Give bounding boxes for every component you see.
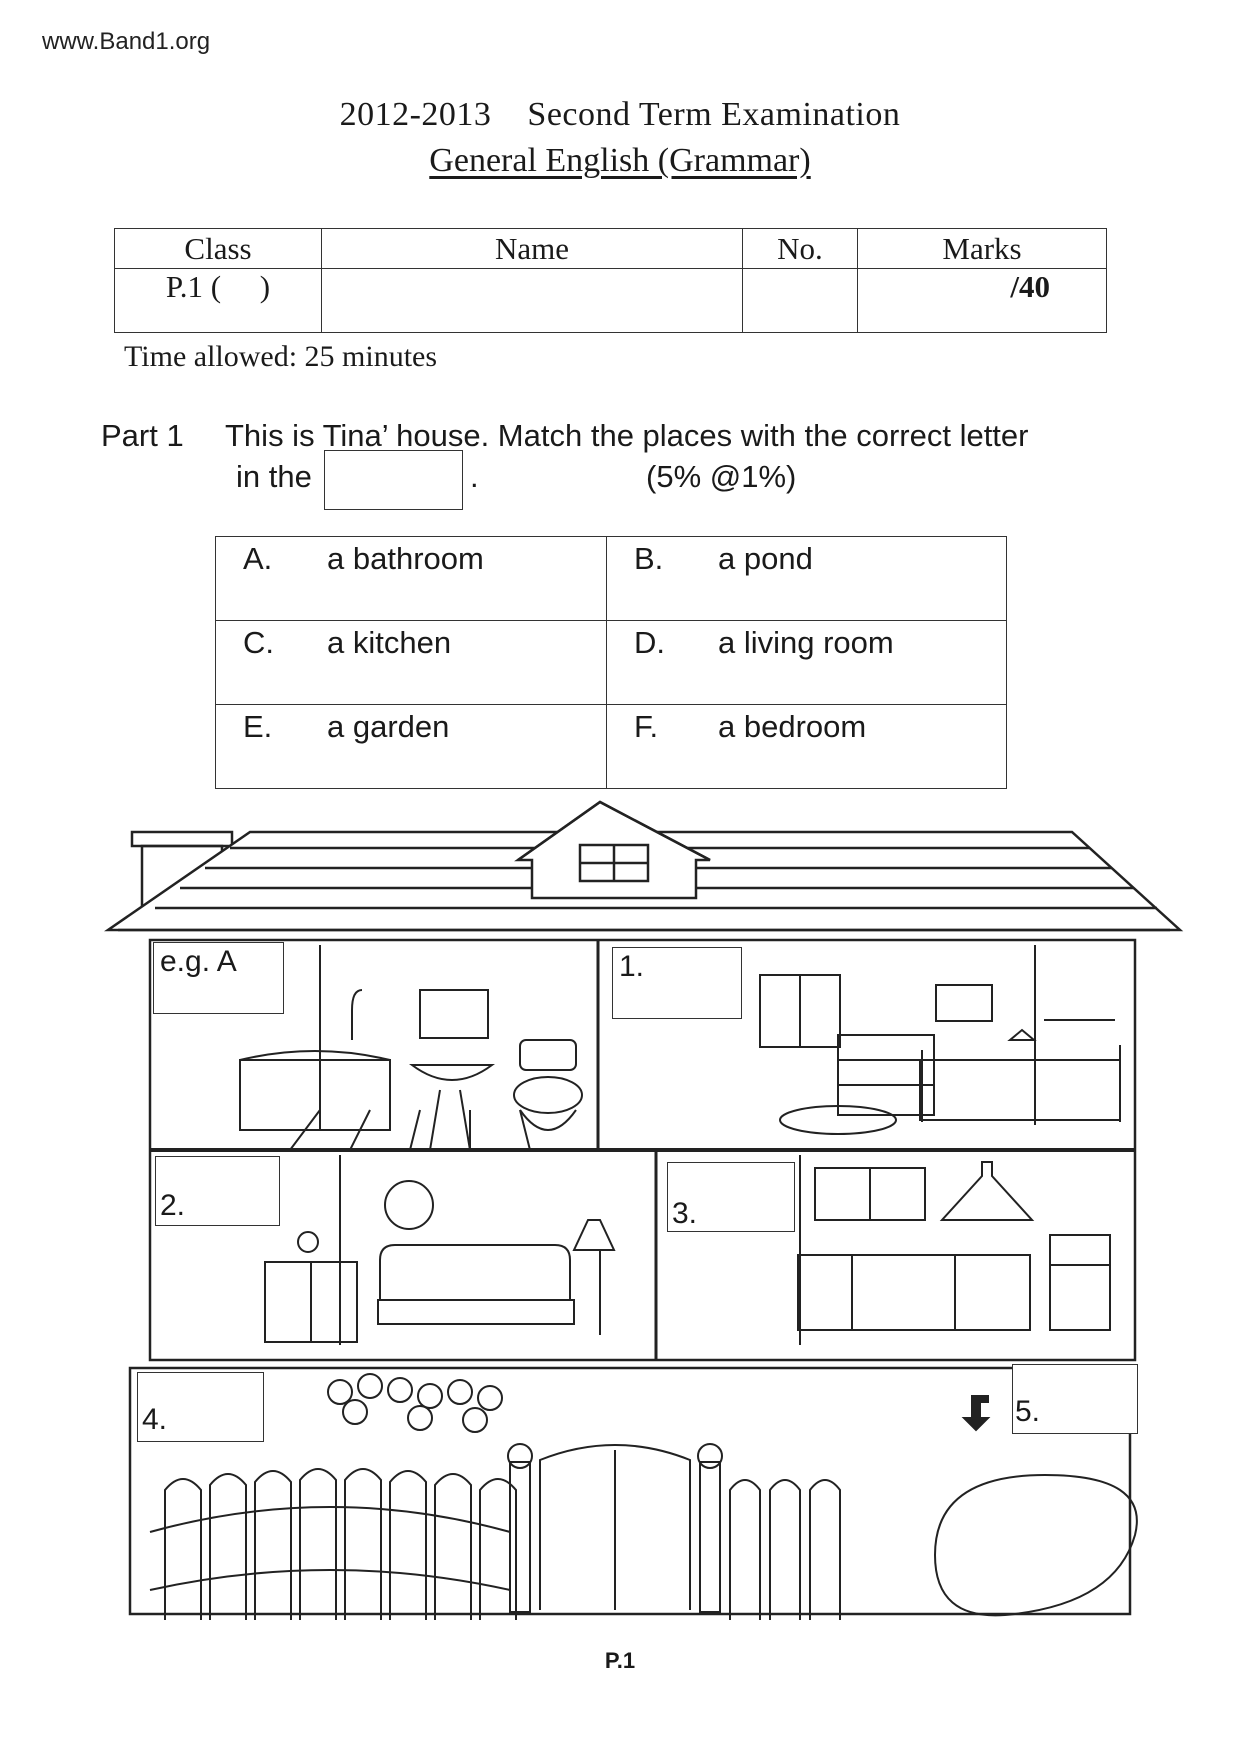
house-walls <box>130 940 1135 1614</box>
class-header: Class <box>115 229 322 269</box>
instruction-period: . <box>470 459 479 494</box>
answer-box-4-label: 4. <box>142 1403 168 1436</box>
answer-box-3-label: 3. <box>672 1197 698 1230</box>
answer-box-2-label: 2. <box>160 1189 186 1222</box>
example-answer-box: e.g. A <box>153 942 284 1014</box>
part-label: Part 1 <box>101 418 184 453</box>
kitchen-drawing <box>798 1155 1110 1345</box>
class-field[interactable]: P.1 ( ) <box>115 269 322 333</box>
choice-text: a bedroom <box>718 709 867 744</box>
marks-header: Marks <box>858 229 1107 269</box>
choice-letter: C. <box>243 625 274 660</box>
answer-box-2[interactable] <box>155 1156 280 1226</box>
garden-drawing <box>150 1374 1137 1620</box>
number-header: No. <box>743 229 858 269</box>
site-url: www.Band1.org <box>42 28 211 55</box>
exam-title: 2012-2013 Second Term Examination <box>339 96 901 133</box>
choice-letter: E. <box>243 709 273 744</box>
part-instruction: This is Tina’ house. Match the places with the correct letter <box>225 418 1029 453</box>
answer-box-5[interactable] <box>1012 1364 1138 1434</box>
answer-box-3[interactable] <box>667 1162 795 1232</box>
living-room-drawing <box>265 1155 614 1345</box>
choice-letter: D. <box>634 625 665 660</box>
choice-text: a living room <box>718 625 894 660</box>
part-instruction-line2: in the <box>236 459 312 494</box>
name-header: Name <box>322 229 743 269</box>
answer-box-5-label: 5. <box>1015 1395 1041 1428</box>
page-number: P.1 <box>604 1648 636 1673</box>
choice-text: a bathroom <box>327 541 484 576</box>
choice-text: a kitchen <box>327 625 452 660</box>
exam-subtitle: General English (Grammar) <box>429 142 811 179</box>
flowers-drawing <box>328 1374 502 1432</box>
answer-box-4[interactable] <box>137 1372 264 1442</box>
bathroom-drawing <box>240 945 582 1150</box>
marks-field[interactable]: /40 <box>858 269 1107 333</box>
time-allowed: Time allowed: 25 minutes <box>124 340 438 373</box>
choice-letter: B. <box>634 541 664 576</box>
choice-text: a pond <box>718 541 813 576</box>
bedroom-drawing <box>760 945 1120 1134</box>
answer-box-1[interactable]: 1. <box>612 947 742 1019</box>
roof <box>108 802 1180 930</box>
choice-text: a garden <box>327 709 450 744</box>
part-marks: (5% @1%) <box>646 459 797 494</box>
choice-letter: F. <box>634 709 659 744</box>
choice-letter: A. <box>243 541 273 576</box>
